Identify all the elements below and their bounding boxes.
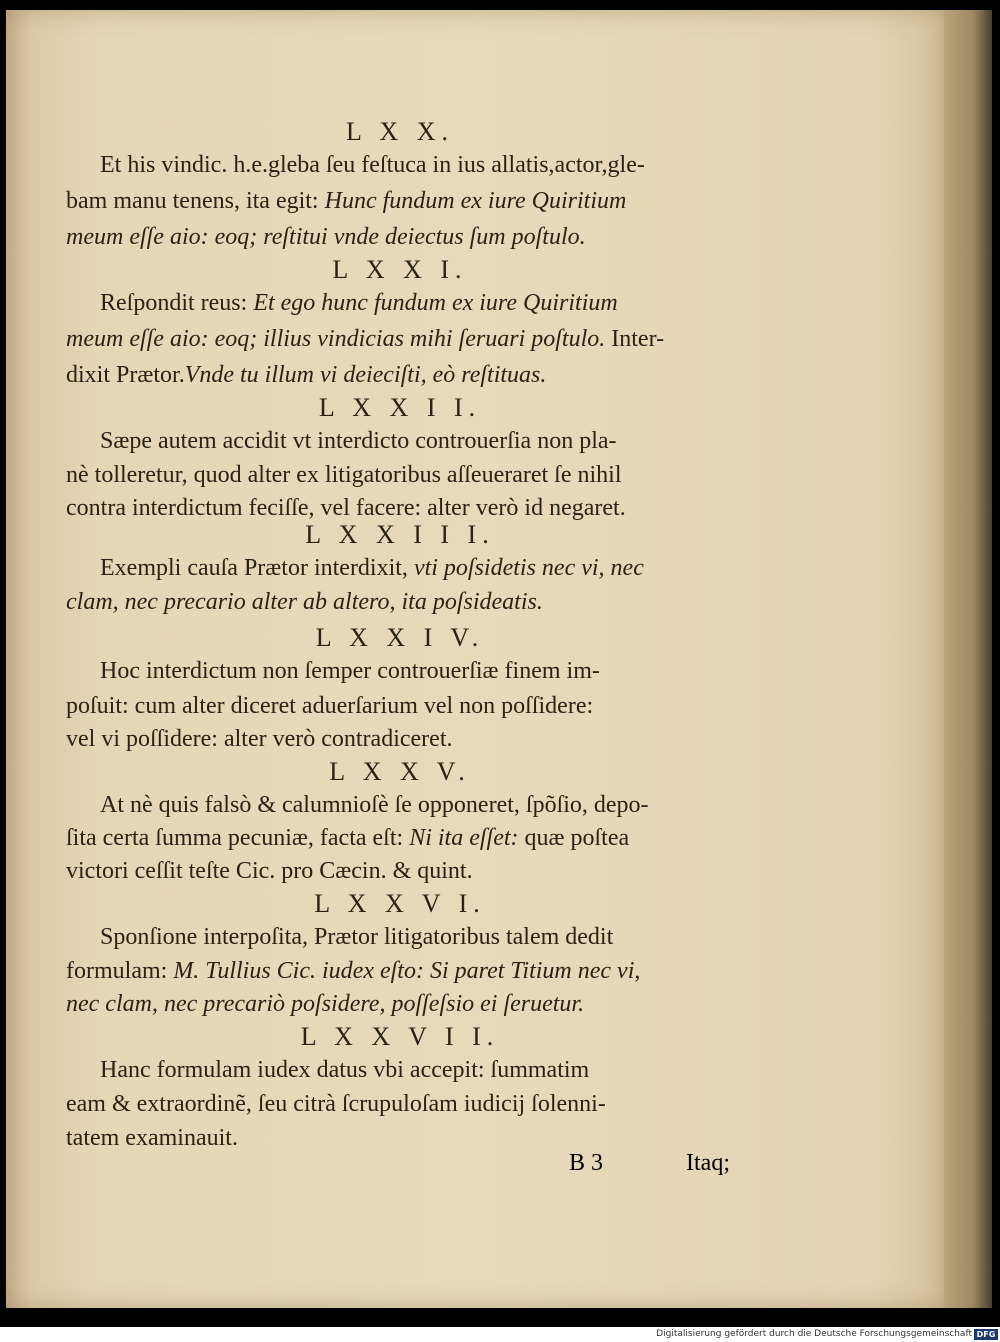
roman-text: Inter- xyxy=(605,326,665,352)
text-line xyxy=(66,588,543,616)
roman-text: Hanc formulam iudex datus vbi accepit: ſummatim xyxy=(100,1057,590,1083)
text-line xyxy=(100,289,618,317)
italic-text: meum eſſe aio: eoq; illius vindicias mihi ſeruari poſtulo. xyxy=(66,326,606,352)
signature-mark: B 3 xyxy=(569,1150,604,1176)
italic-text: clam, nec precario alter ab altero, ita poſsideatis. xyxy=(66,589,543,615)
funding-credit: Digitalisierung gefördert durch die Deutsche Forschungsgemeinschaft xyxy=(656,1329,972,1339)
text-line xyxy=(66,1124,238,1152)
italic-text: Hunc fundum ex iure Quiritium xyxy=(324,188,627,214)
roman-text: nè tolleretur, quod alter ex litigatoribus aſſeueraret ſe nihil xyxy=(66,462,622,488)
section-numeral: L X X I V. xyxy=(315,623,485,652)
section-numeral: L X X V. xyxy=(329,757,471,786)
text-line xyxy=(66,957,640,985)
roman-text: Sæpe autem accidit vt interdicto controuerſia non pla- xyxy=(100,428,617,454)
roman-text: Hoc interdictum non ſemper controuerſiæ finem im- xyxy=(100,658,600,684)
roman-text: poſuit: cum alter diceret aduerſarium vel non poſſidere: xyxy=(66,693,594,719)
text-line xyxy=(66,361,546,389)
section-numeral: L X X I. xyxy=(332,255,468,284)
roman-text: victori ceſſit teſte Cic. pro Cæcin. & quint. xyxy=(66,858,473,884)
italic-text: vti poſsidetis nec vi, nec xyxy=(413,555,644,581)
catchword: Itaq; xyxy=(686,1150,730,1176)
text-line xyxy=(66,325,664,353)
section-numeral: L X X I I I. xyxy=(305,520,495,549)
roman-text: At nè quis falsò & calumnioſè ſe opponeret, ſpõſio, depo- xyxy=(100,792,649,818)
dfg-logo-icon: DFG xyxy=(974,1329,998,1340)
text-line xyxy=(66,187,626,215)
text-line xyxy=(66,223,586,251)
book-page xyxy=(6,10,944,1308)
roman-text: Et his vindic. h.e.gleba ſeu feſtuca in ius allatis,actor,gle- xyxy=(100,152,645,178)
footer-bar xyxy=(0,1327,1000,1342)
text-line xyxy=(100,151,645,179)
roman-text: vel vi poſſidere: alter verò contradiceret. xyxy=(66,726,453,752)
roman-text: eam & extraordinẽ, ſeu citrà ſcrupuloſam iudicij ſolenni- xyxy=(66,1091,606,1117)
italic-text: Et ego hunc fundum ex iure Quiritium xyxy=(253,290,618,316)
text-line xyxy=(66,725,452,753)
section-numeral: L X X. xyxy=(346,117,454,146)
roman-text: tatem examinauit. xyxy=(66,1125,238,1151)
text-line xyxy=(66,1090,606,1118)
text-line xyxy=(100,791,649,819)
page-text xyxy=(6,10,944,1308)
text-line xyxy=(66,990,584,1018)
text-line xyxy=(66,461,622,489)
roman-text: Sponſione interpoſita, Prætor litigatoribus talem dedit xyxy=(100,924,614,950)
text-line xyxy=(66,692,593,720)
text-line xyxy=(66,857,473,885)
section-numeral: L X X V I I. xyxy=(300,1022,500,1051)
roman-text: formulam: xyxy=(66,958,174,984)
italic-text: Vnde tu illum vi deieciſti, eò reſtituas. xyxy=(184,362,547,388)
italic-text: Ni ita eſſet: xyxy=(409,825,519,851)
roman-text: contra interdictum feciſſe, vel facere: alter verò id negaret. xyxy=(66,495,626,521)
italic-text: M. Tullius Cic. iudex eſto: Si paret Titium nec vi, xyxy=(173,958,641,984)
text-line xyxy=(100,554,644,582)
roman-text: ſita certa ſumma pecuniæ, facta eſt: xyxy=(66,825,410,851)
roman-text: dixit Prætor. xyxy=(66,362,185,388)
section-numeral: L X X V I. xyxy=(314,889,486,918)
italic-text: nec clam, nec precariò poſsidere, poſſeſsio ei ſeruetur. xyxy=(66,991,585,1017)
roman-text: bam manu tenens, ita egit: xyxy=(66,188,325,214)
italic-text: meum eſſe aio: eoq; reſtitui vnde deiectus ſum poſtulo. xyxy=(66,224,586,250)
text-line xyxy=(100,1056,589,1084)
roman-text: Exempli cauſa Prætor interdixit, xyxy=(100,555,414,581)
page-edge xyxy=(944,10,992,1308)
text-line xyxy=(66,494,626,522)
text-line xyxy=(66,824,629,852)
text-line xyxy=(100,923,613,951)
text-line xyxy=(100,427,617,455)
roman-text: Reſpondit reus: xyxy=(100,290,254,316)
text-line xyxy=(100,657,600,685)
roman-text: quæ poſtea xyxy=(518,825,630,851)
section-numeral: L X X I I. xyxy=(318,393,482,422)
